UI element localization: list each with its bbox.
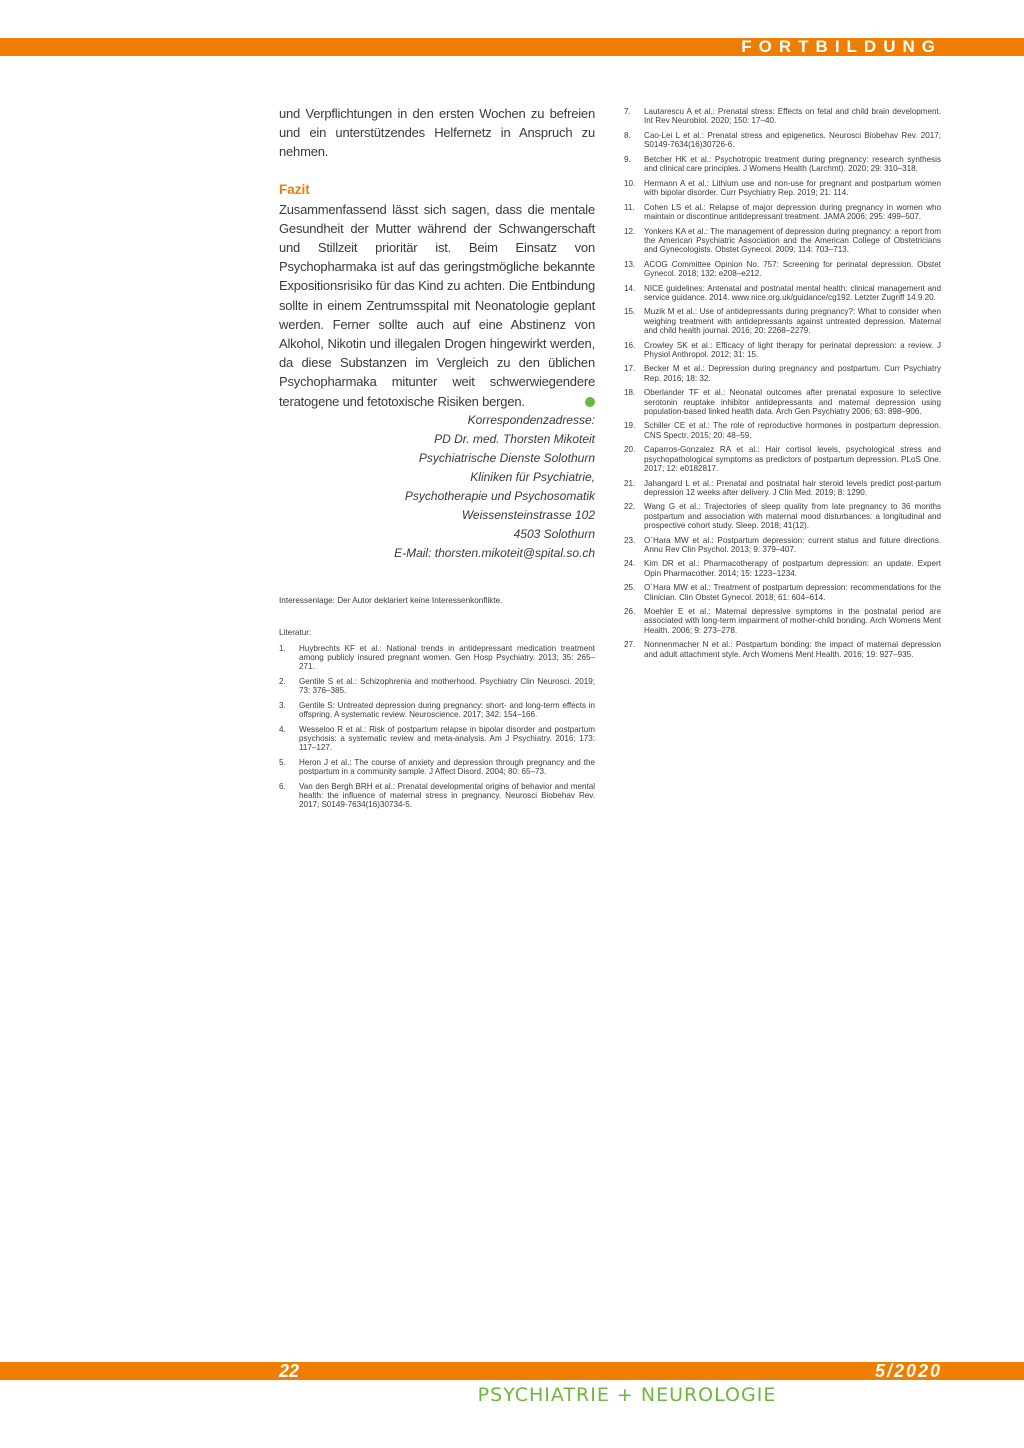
address-line: Psychotherapie und Psychosomatik bbox=[404, 488, 595, 503]
reference-number: 1. bbox=[279, 643, 286, 653]
reference-number: 17. bbox=[624, 364, 636, 374]
page-number: 22 bbox=[279, 1361, 300, 1381]
reference-number: 15. bbox=[624, 307, 636, 317]
fazit-text: Zusammenfassend lässt sich sagen, dass die mentale Gesundheit der Mutter während der Schwangerschaft und Stillzeit prioritär ist. Beim Einsatz von Psychopharmaka ist auf das geringstmögliche bekannte Expositionsrisiko für das Kind zu achten. Die Entbindung sollte in einem Zentrumsspital mit Neonatologie geplant werden. Ferner sollte auch auf eine Abstinenz von Alkohol, Nikotin und illegalen Drogen hingewirkt werden, da diese Substanzen im Vergleich zu den üblichen Psychopharmaka mitunter weit schwerwiegendere teratogene und fetotoxische Risiken bergen. bbox=[279, 201, 595, 409]
section-label: FORTBILDUNG bbox=[741, 37, 942, 56]
reference-item bbox=[624, 364, 941, 382]
reference-item bbox=[624, 227, 941, 255]
reference-item bbox=[624, 203, 941, 221]
reference-item bbox=[279, 758, 595, 776]
reference-text: Hermann A et al.: Lithium use and non-use for pregnant and postpartum women with bipolar disorder. Curr Psychiatry Rep. 2019; 21: 114. bbox=[644, 178, 941, 197]
reference-text: Wesseloo R et al.: Risk of postpartum relapse in bipolar disorder and postpartum psychosis: a systematic review and meta-analysis. Am J Psychiatry. 2016; 173: 117–127. bbox=[299, 724, 595, 753]
literature-heading: Literatur: bbox=[279, 627, 312, 637]
reference-item bbox=[624, 640, 941, 658]
reference-item bbox=[624, 107, 941, 125]
address-line: Kliniken für Psychiatrie, bbox=[470, 469, 595, 484]
footer-bar bbox=[0, 1362, 1024, 1380]
reference-item bbox=[624, 260, 941, 278]
reference-text: ACOG Committee Opinion No. 757: Screening for perinatal depression. Obstet Gynecol. 2018; 132: e208–e212. bbox=[644, 259, 941, 278]
reference-text: Cao-Lei L et al.: Prenatal stress and epigenetics. Neurosci Biobehav Rev. 2017; S0149-7634(16)30726-6. bbox=[644, 130, 941, 150]
reference-text: O´Hara MW et al.: Treatment of postpartum depression: recommendations for the Clinician. Clin Obstet Gynecol. 2018; 61: 604–614. bbox=[644, 583, 941, 602]
reference-text: Betcher HK et al.: Psychotropic treatment during pregnancy: research synthesis and clinical care principles. J Womens Health (Larchmt). 2020; 29: 310–318. bbox=[644, 154, 941, 174]
reference-item bbox=[624, 155, 941, 173]
reference-item bbox=[624, 583, 941, 601]
reference-item bbox=[624, 284, 941, 302]
reference-number: 10. bbox=[624, 178, 636, 188]
reference-item bbox=[624, 421, 941, 439]
reference-text: NICE guidelines: Antenatal and postnatal mental health: clinical management and service guidance. 2014. www.nice.org.uk/guidance/cg192. Letzter Zugriff 14.9.20. bbox=[644, 283, 941, 302]
fazit-heading: Fazit bbox=[279, 181, 310, 197]
issue-number: 5/2020 bbox=[874, 1361, 942, 1381]
reference-number: 16. bbox=[624, 340, 636, 350]
reference-text: Gentile S et al.: Schizophrenia and motherhood. Psychiatry Clin Neurosci. 2019; 73: 376–385. bbox=[299, 676, 595, 696]
reference-item bbox=[279, 644, 595, 672]
reference-number: 24. bbox=[624, 559, 636, 569]
right-column bbox=[624, 107, 941, 664]
correspondence-address bbox=[279, 411, 595, 563]
reference-list-right bbox=[624, 107, 941, 659]
reference-text: Huybrechts KF et al.: National trends in antidepressant medication treatment among publicly insured pregnant women. Gen Hosp Psychiatry. 2013; 35: 265–271. bbox=[299, 643, 595, 672]
reference-item bbox=[624, 479, 941, 497]
reference-text: Schiller CE et al.: The role of reproductive hormones in postpartum depression. CNS Spectr. 2015; 20: 48–59. bbox=[644, 421, 941, 440]
reference-number: 18. bbox=[624, 388, 636, 398]
reference-number: 11. bbox=[624, 202, 635, 212]
reference-text: Kim DR et al.: Pharmacotherapy of postpartum depression: an update. Expert Opin Pharmacother. 2014; 15: 1223–1234. bbox=[644, 559, 941, 578]
address-line: Weissensteinstrasse 102 bbox=[461, 507, 595, 522]
reference-text: Caparros-Gonzalez RA et al.: Hair cortisol levels, psychological stress and psychopathological symptoms as predictors of postpartum depression. PLoS One. 2017; 12: e0182817. bbox=[644, 445, 941, 473]
fazit-paragraph bbox=[279, 200, 595, 411]
reference-item bbox=[624, 536, 941, 554]
reference-text: Cohen LS et al.: Relapse of major depression during pregnancy in women who maintain or discontinue antidepressant treatment. JAMA 2006; 295: 499–507. bbox=[644, 202, 941, 221]
address-line: 4503 Solothurn bbox=[513, 526, 595, 541]
reference-number: 22. bbox=[624, 502, 636, 512]
reference-number: 7. bbox=[624, 107, 631, 116]
reference-number: 19. bbox=[624, 421, 636, 431]
email-link[interactable]: E-Mail: thorsten.mikoteit@spital.so.ch bbox=[394, 545, 595, 560]
reference-number: 5. bbox=[279, 757, 286, 767]
reference-item bbox=[624, 131, 941, 149]
reference-text: Van den Bergh BRH et al.: Prenatal developmental origins of behavior and mental health: the influence of maternal stress in pregnancy. Neurosci Biobehav Rev. 2017; S0149-7634(16)30734-5. bbox=[299, 781, 595, 810]
reference-number: 25. bbox=[624, 583, 636, 593]
reference-list-left bbox=[279, 644, 595, 810]
reference-number: 2. bbox=[279, 676, 286, 686]
reference-item bbox=[624, 445, 941, 473]
reference-item bbox=[624, 307, 941, 335]
reference-item bbox=[624, 607, 941, 635]
reference-text: Gentile S: Untreated depression during pregnancy: short- and long-term effects in offspring. A systematic review. Neuroscience. 2017; 342: 154–166. bbox=[299, 700, 595, 720]
end-marker-icon bbox=[585, 397, 595, 407]
reference-text: O´Hara MW et al.: Postpartum depression: current status and future directions. Annu Rev Clin Psychol. 2013; 9: 379–407. bbox=[644, 535, 941, 554]
address-line: PD Dr. med. Thorsten Mikoteit bbox=[434, 431, 595, 446]
reference-number: 27. bbox=[624, 640, 636, 650]
reference-item bbox=[279, 677, 595, 695]
reference-number: 13. bbox=[624, 259, 636, 269]
reference-number: 20. bbox=[624, 445, 636, 455]
reference-text: Becker M et al.: Depression during pregnancy and postpartum. Curr Psychiatry Rep. 2016; 18: 32. bbox=[644, 364, 941, 383]
reference-item bbox=[624, 388, 941, 416]
reference-number: 23. bbox=[624, 535, 636, 545]
reference-number: 21. bbox=[624, 478, 636, 488]
reference-item bbox=[279, 782, 595, 810]
left-column bbox=[279, 104, 595, 815]
reference-text: Moehler E et al.: Maternal depressive symptoms in the postnatal period are associated with long-term impairment of mother-child bonding. Arch Womens Ment Health. 2006; 9: 273–278. bbox=[644, 607, 941, 635]
reference-number: 8. bbox=[624, 130, 631, 140]
reference-text: Nonnenmacher N et al.: Postpartum bonding: the impact of maternal depression and adult attachment style. Arch Womens Ment Health. 2016; 19: 927–935. bbox=[644, 640, 941, 659]
reference-item bbox=[279, 725, 595, 753]
reference-text: Muzik M et al.: Use of antidepressants during pregnancy?: What to consider when weighing treatment with antidepressants against untreated depression. Maternal and child health journal. 2016; 20: 2268–2279. bbox=[644, 307, 941, 335]
reference-text: Wang G et al.: Trajectories of sleep quality from late pregnancy to 36 months postpartum and association with maternal mood disturbances: a longitudinal and prospective cohort study. Sleep. 2018; 41(12). bbox=[644, 502, 941, 530]
reference-item bbox=[279, 701, 595, 719]
reference-text: Lautarescu A et al.: Prenatal stress: Effects on fetal and child brain development. Int Rev Neurobiol. 2020; 150: 17–40. bbox=[644, 107, 941, 126]
reference-text: Heron J et al.: The course of anxiety and depression through pregnancy and the postpartum in a community sample. J Affect Disord. 2004; 80: 65–73. bbox=[299, 757, 595, 777]
reference-number: 14. bbox=[624, 283, 636, 293]
reference-text: Oberlander TF et al.: Neonatal outcomes after prenatal exposure to selective serotonin reuptake inhibitor antidepressants and maternal depression using population-based linked health data. Arch Gen Psychiatry 2006; 63: 898–906. bbox=[644, 388, 941, 416]
journal-title: PSYCHIATRIE + NEUROLOGIE bbox=[477, 1384, 777, 1406]
intro-paragraph: und Verpflichtungen in den ersten Wochen zu befreien und ein unterstützendes Helfernetz in Anspruch zu nehmen. bbox=[279, 106, 595, 160]
reference-item bbox=[624, 502, 941, 530]
reference-number: 3. bbox=[279, 700, 286, 710]
reference-item bbox=[624, 179, 941, 197]
reference-text: Jahangard L et al.: Prenatal and postnatal hair steroid levels predict post-partum depression 12 weeks after delivery. J Clin Med. 2019; 8: 1290. bbox=[644, 478, 941, 497]
address-line: Psychiatrische Dienste Solothurn bbox=[418, 450, 595, 465]
reference-number: 26. bbox=[624, 607, 636, 617]
reference-item bbox=[624, 341, 941, 359]
reference-number: 4. bbox=[279, 724, 286, 734]
reference-item bbox=[624, 559, 941, 577]
address-line: Korrespondenzadresse: bbox=[467, 412, 595, 427]
reference-number: 12. bbox=[624, 226, 636, 236]
reference-text: Crowley SK et al.: Efficacy of light therapy for perinatal depression: a review. J Physiol Anthropol. 2012; 31: 15. bbox=[644, 340, 941, 359]
conflict-statement: Interessenlage: Der Autor deklariert keine Interessenkonflikte. bbox=[279, 595, 503, 605]
reference-text: Yonkers KA et al.: The management of depression during pregnancy: a report from the American Psychiatric Association and the American College of Obstetricians and Gynecologists. Obstet Gynecol. 2009; 114: 703–713. bbox=[644, 226, 941, 254]
reference-number: 6. bbox=[279, 781, 286, 791]
reference-number: 9. bbox=[624, 154, 631, 164]
